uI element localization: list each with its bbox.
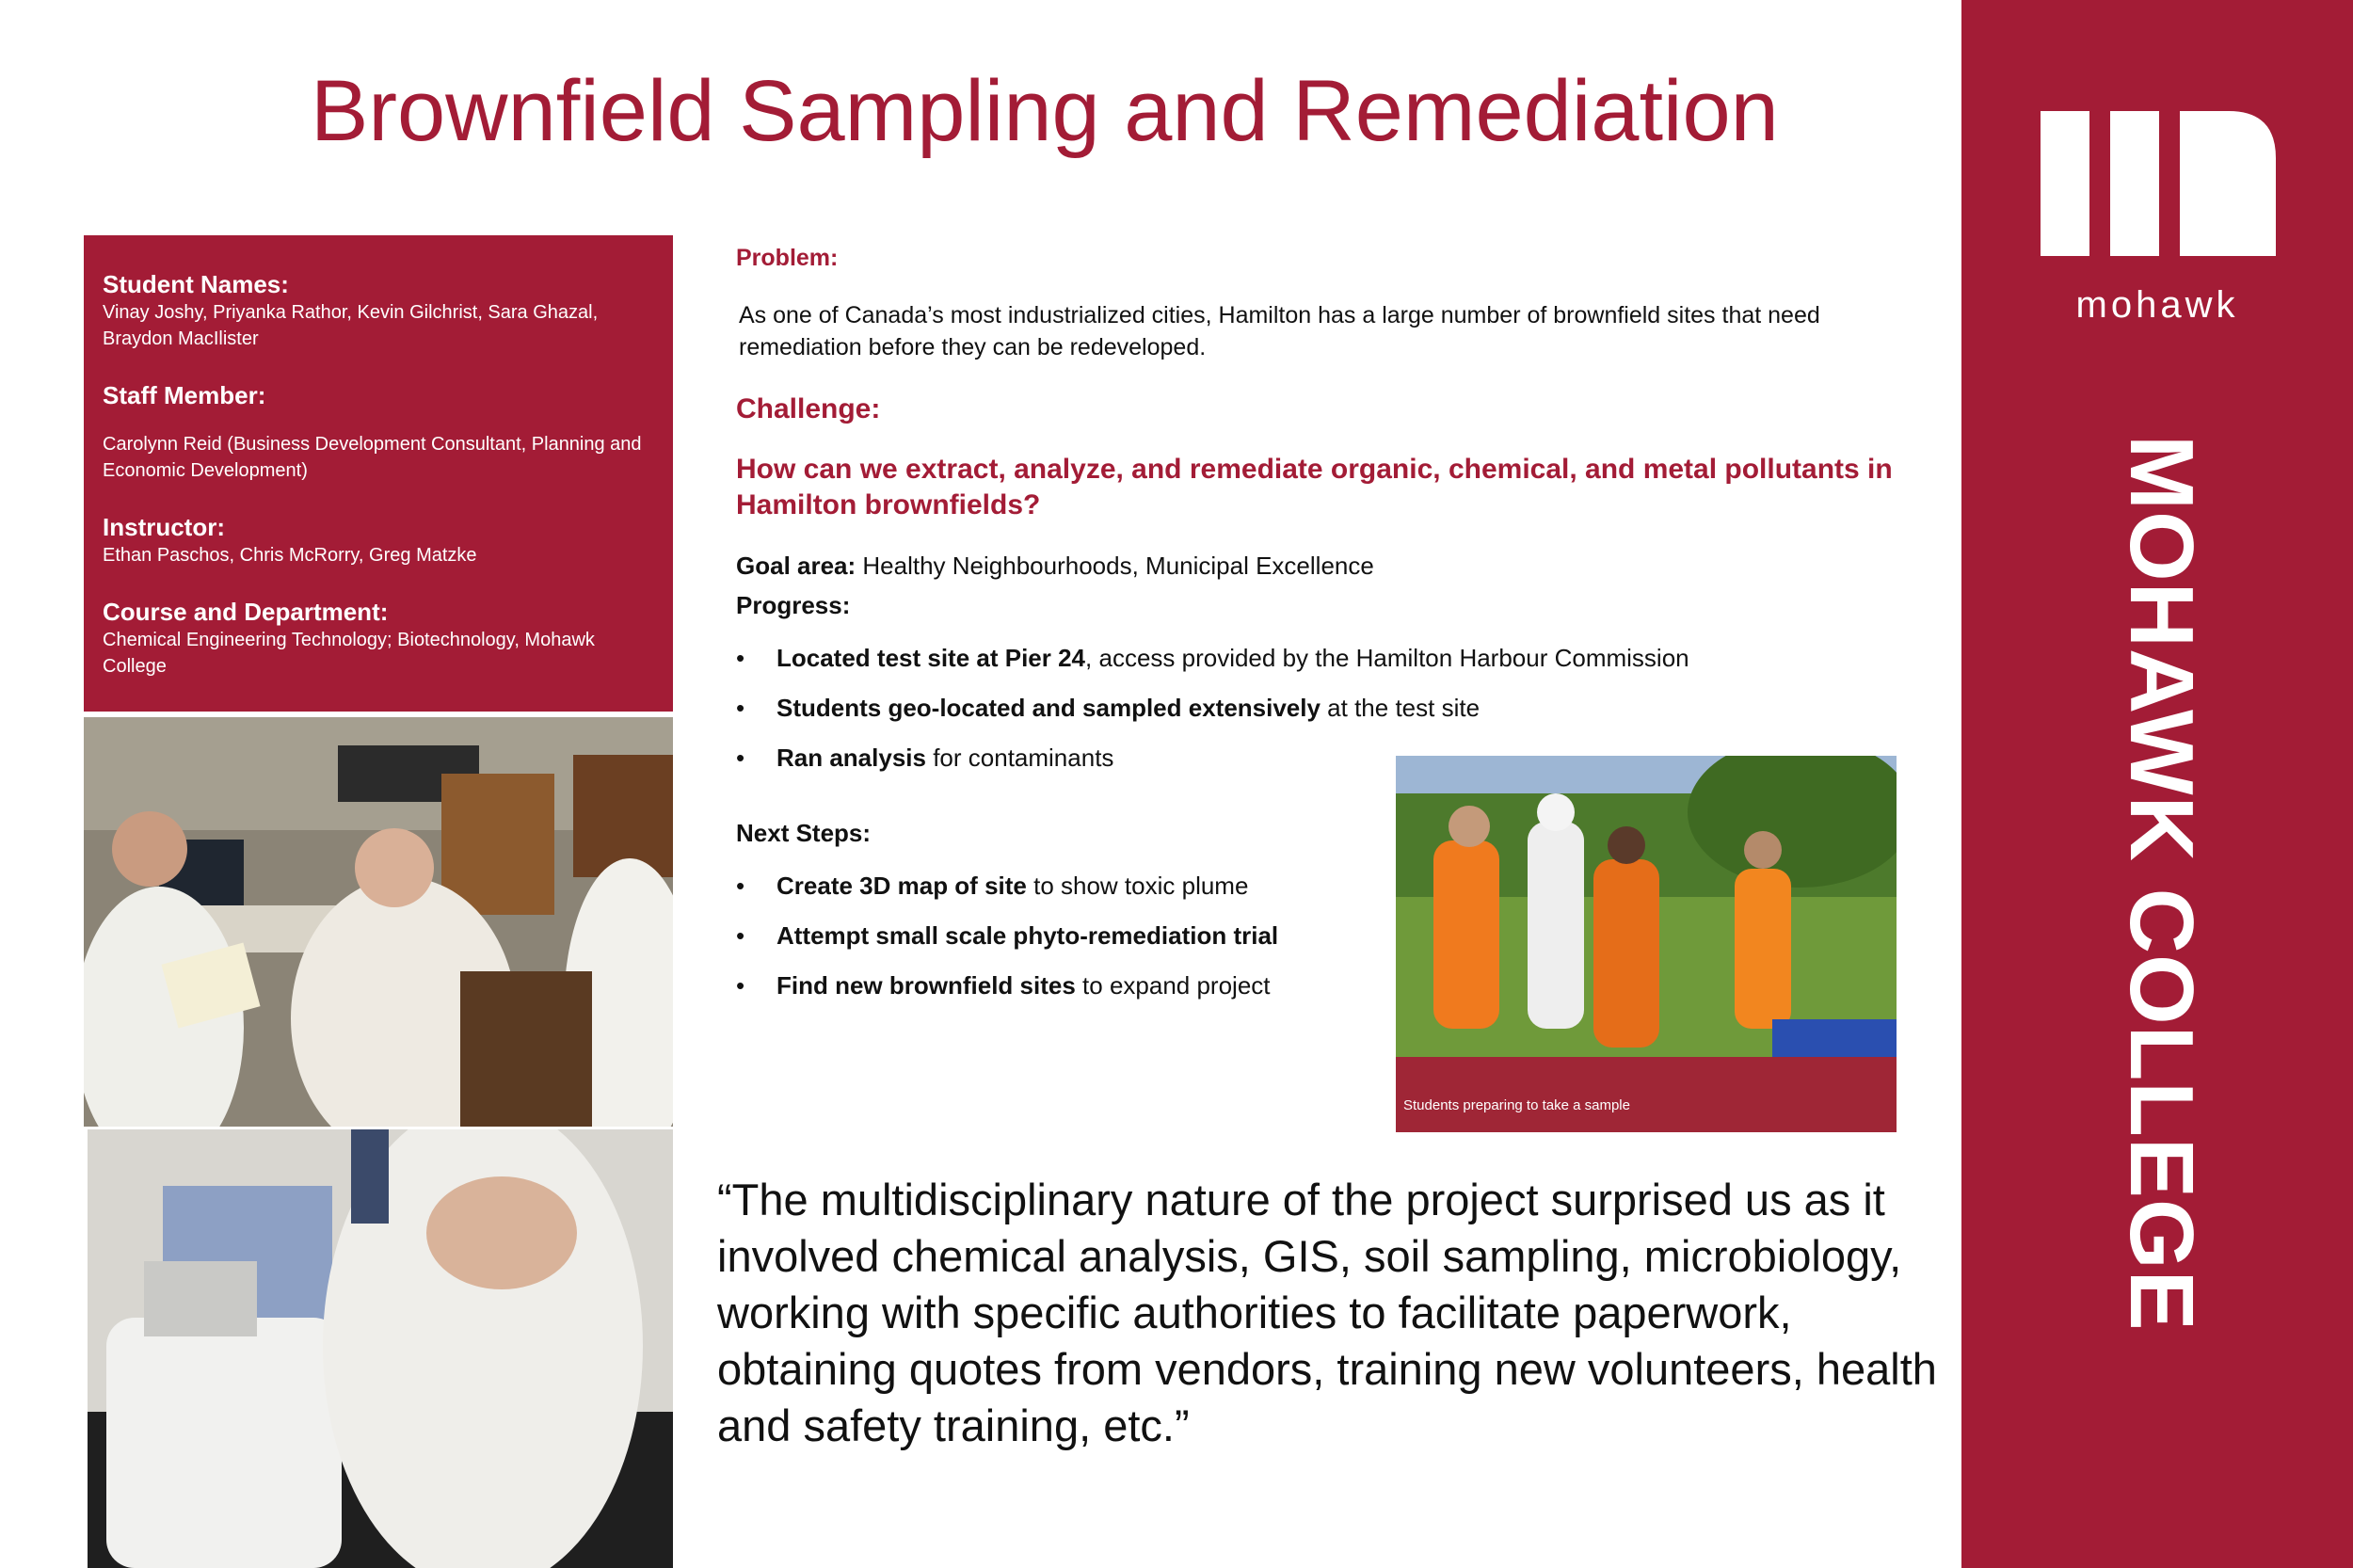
course-section	[103, 597, 654, 680]
photo-caption: Students preparing to take a sample	[1396, 1057, 1897, 1132]
item-text: to show toxic plume	[1026, 872, 1249, 900]
item-bold: Students geo-located and sampled extensively	[776, 694, 1321, 722]
challenge-label: Challenge:	[736, 393, 881, 424]
course-text: Chemical Engineering Technology; Biotechnology, Mohawk College	[103, 630, 595, 677]
item-text: , access provided by the Hamilton Harbour Commission	[1085, 644, 1689, 672]
staff-section	[103, 380, 654, 484]
logo-wordmark: mohawk	[2075, 284, 2239, 326]
item-bold: Attempt small scale phyto-remediation trial	[776, 921, 1279, 950]
item-bold: Find new brownfield sites	[776, 971, 1076, 1000]
progress-label: Progress:	[736, 591, 851, 619]
challenge-question: How can we extract, analyze, and remediate organic, chemical, and metal pollutants in Hamilton brownfields?	[736, 454, 1893, 520]
problem-text: As one of Canada’s most industrialized cities, Hamilton has a large number of brownfield sites that need remediation before they can be redeveloped.	[739, 302, 1820, 360]
bullet-icon: •	[736, 872, 745, 900]
goal-label: Goal area:	[736, 552, 856, 580]
problem-label: Problem:	[736, 245, 839, 271]
instructor-text: Ethan Paschos, Chris McRorry, Greg Matzke	[103, 545, 477, 566]
list-item	[736, 692, 2054, 742]
bullet-icon: •	[736, 921, 745, 950]
student-quote: “The multidisciplinary nature of the project surprised us as it involved chemical analysis, GIS, soil sampling, microbiology, working with specific authorities to facilitate paperwork, obtaining quotes from vendors, training new volunteers, health and safety training, etc.”	[717, 1175, 1937, 1450]
students-heading: Student Names:	[103, 270, 289, 298]
lab-photo	[84, 717, 673, 1127]
next-steps-label: Next Steps:	[736, 819, 872, 847]
staff-text: Carolynn Reid (Business Development Consultant, Planning and Economic Development)	[103, 434, 642, 481]
bullet-icon: •	[736, 971, 745, 1000]
mohawk-logo-icon	[2041, 111, 2276, 256]
staff-heading: Staff Member:	[103, 381, 266, 409]
item-bold: Ran analysis	[776, 744, 926, 772]
item-text: to expand project	[1075, 971, 1271, 1000]
goal-text: Healthy Neighbourhoods, Municipal Excellence	[856, 552, 1374, 580]
bullet-icon: •	[736, 694, 745, 722]
students-text: Vinay Joshy, Priyanka Rathor, Kevin Gilchrist, Sara Ghazal, Braydon MacIlister	[103, 302, 599, 349]
college-vertical-text: MOHAWK COLLEGE	[2111, 435, 2212, 1332]
list-item	[736, 642, 2054, 692]
item-text: for contaminants	[925, 744, 1114, 772]
goal-area	[736, 550, 1374, 582]
students-section	[103, 269, 654, 352]
item-text: at the test site	[1320, 694, 1481, 722]
bullet-icon: •	[736, 644, 745, 672]
item-bold: Create 3D map of site	[776, 872, 1027, 900]
instructor-heading: Instructor:	[103, 513, 225, 541]
field-sampling-photo	[1396, 756, 1897, 1132]
bullet-icon: •	[736, 744, 745, 772]
course-heading: Course and Department:	[103, 598, 389, 626]
brand-band	[1961, 0, 2353, 1568]
poster-title: Brownfield Sampling and Remediation	[311, 63, 1779, 159]
instructor-section	[103, 512, 654, 568]
lab-device-photo	[88, 1129, 673, 1568]
team-info-box	[84, 235, 673, 712]
item-bold: Located test site at Pier 24	[776, 644, 1086, 672]
